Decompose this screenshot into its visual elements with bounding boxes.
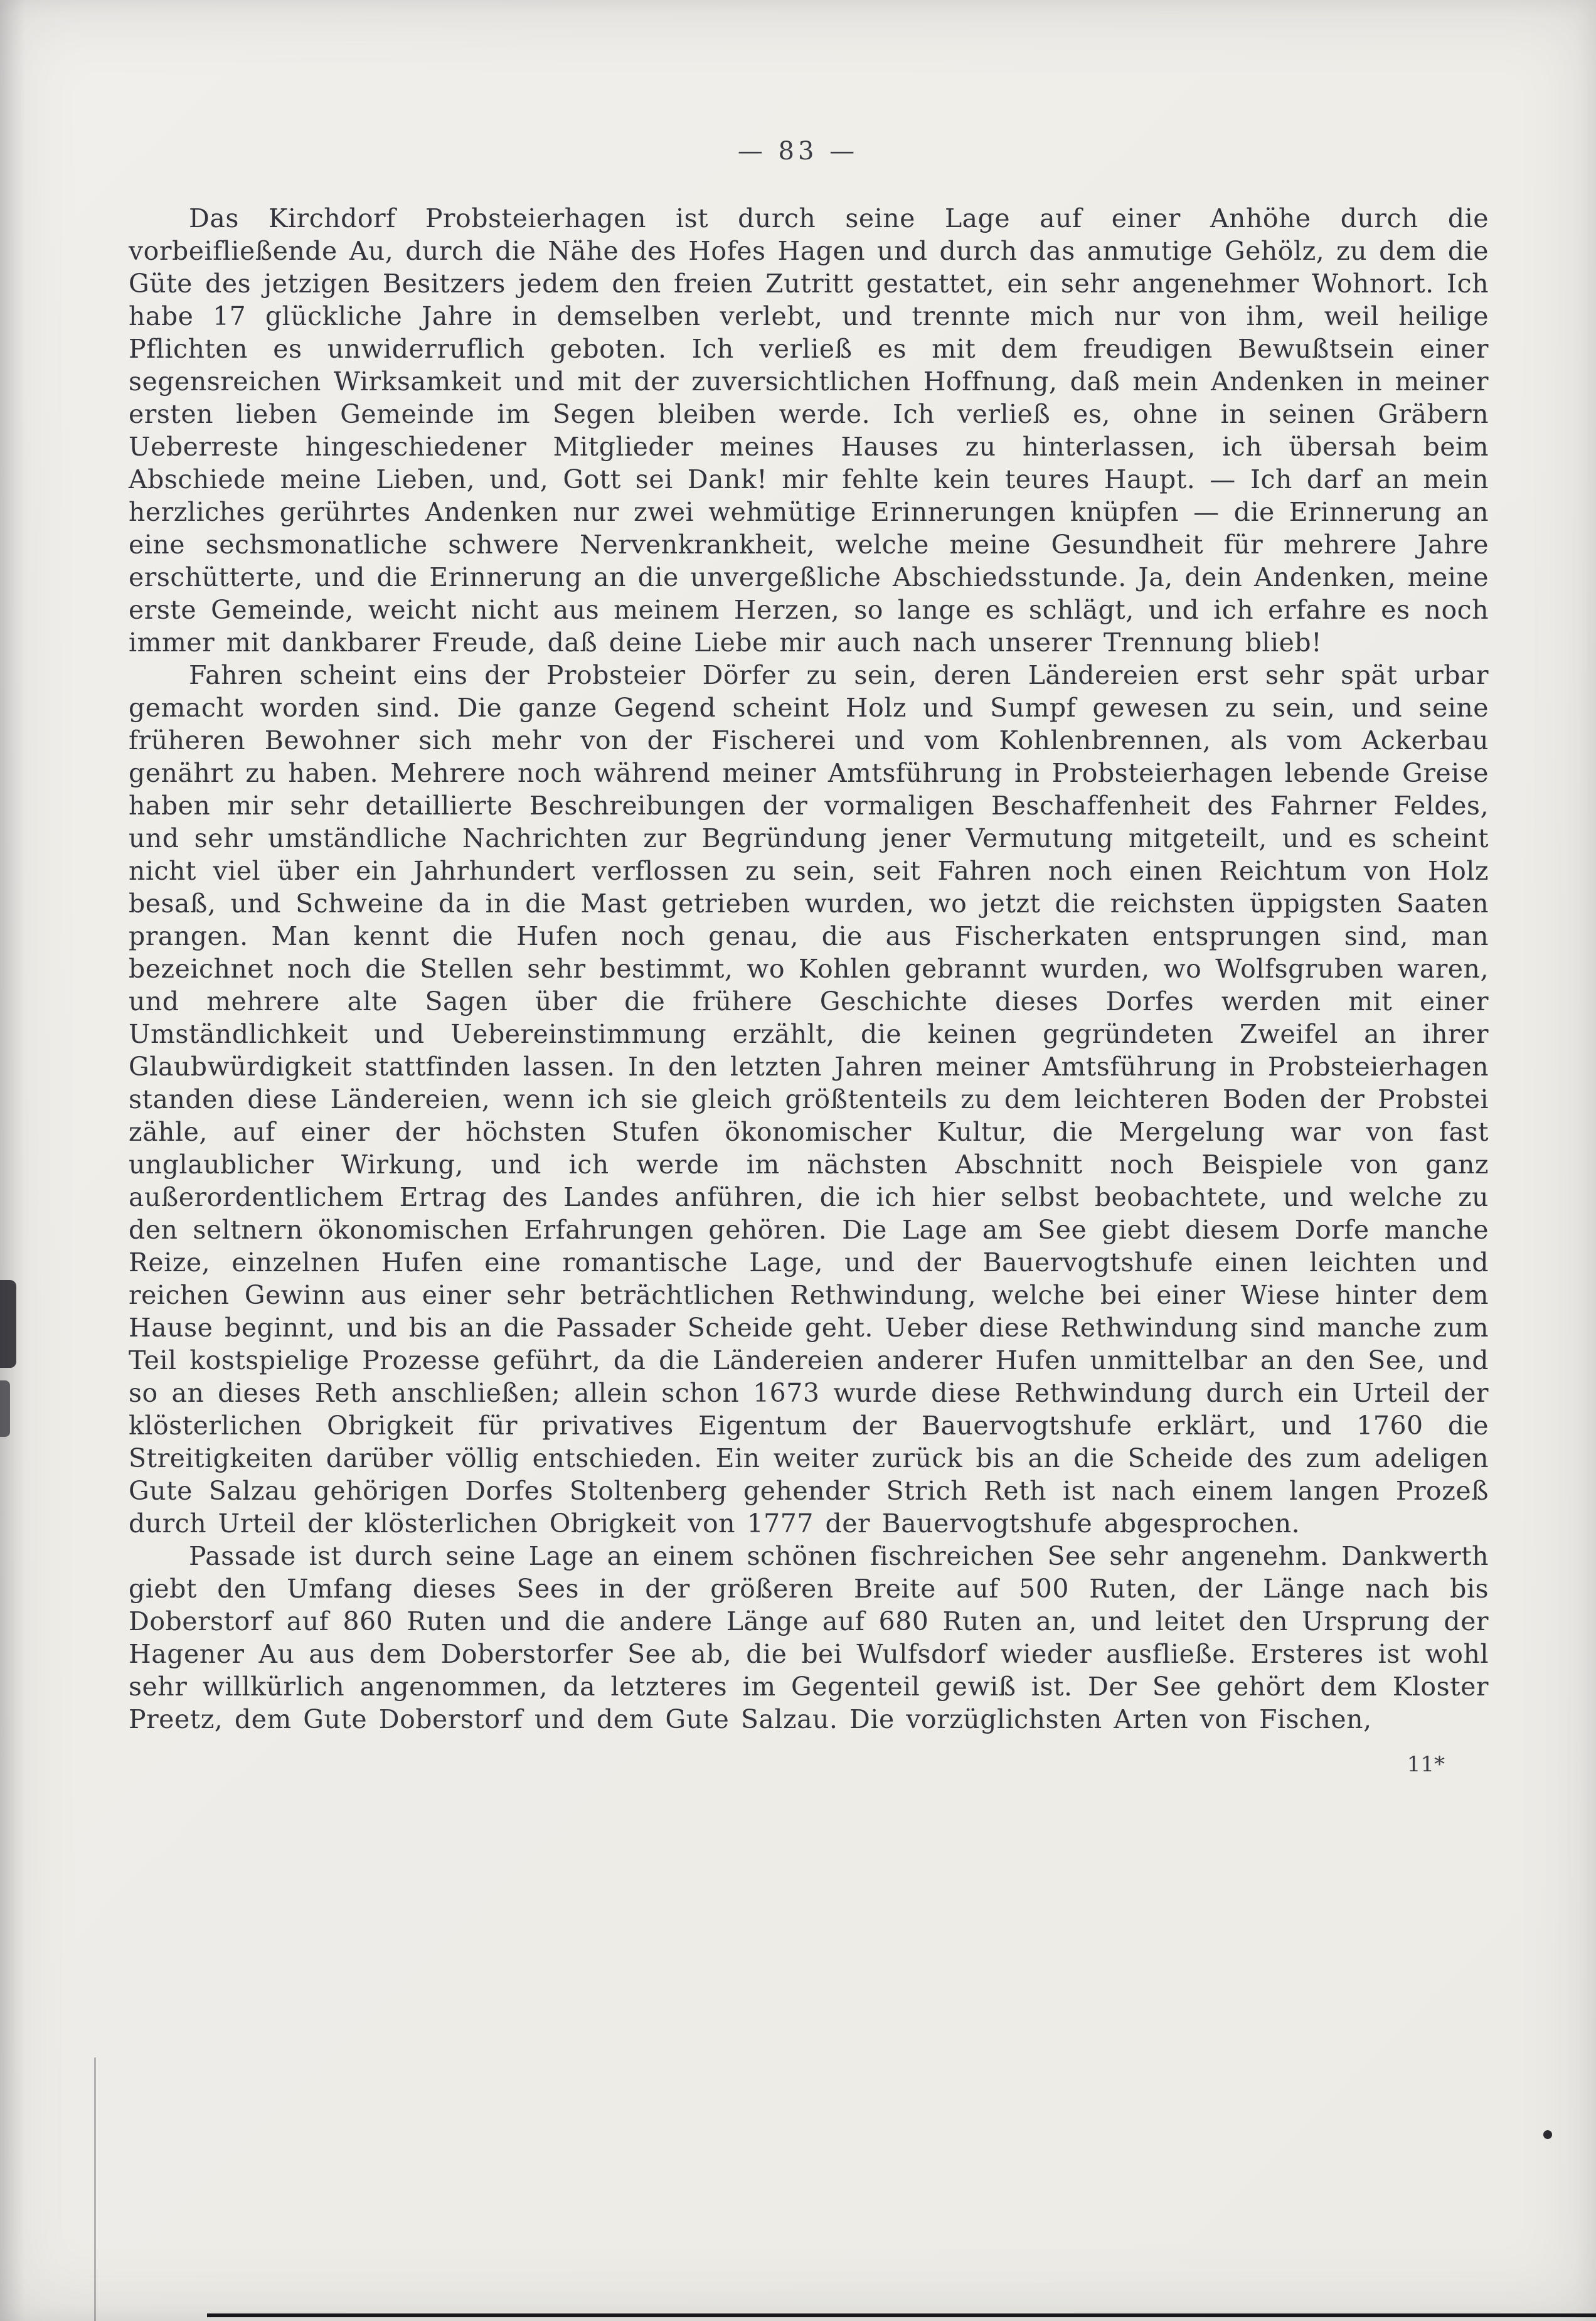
page-number: — 83 — (737, 137, 859, 166)
signature-mark: 11* (1407, 1752, 1445, 1777)
paragraph-passade: Passade ist durch seine Lage an einem schönen fischreichen See sehr angenehm. Dankwerth giebt den Umfang dieses Sees in der größeren Breite auf 500 Ruten, der Länge nach bis Doberstorf auf 860 Ruten und die andere Länge auf 680 Ruten an, und leitet den Ursprung der Hagener Au aus dem Doberstorfer See ab, die bei Wulfsdorf wieder ausfließe. Ersteres ist wohl sehr willkürlich angenommen, da letzteres im Gegenteil gewiß ist. Der See gehört dem Kloster Preetz, dem Gute Doberstorf und dem Gute Salzau. Die vorzüglichsten Arten von Fischen, (129, 1541, 1489, 1734)
paragraph-probsteierhagen: Das Kirchdorf Probsteierhagen ist durch seine Lage auf einer Anhöhe durch die vorbeifließende Au, durch die Nähe des Hofes Hagen und durch das anmutige Gehölz, zu dem die Güte des jetzigen Besitzers jedem den freien Zutritt gestattet, ein sehr angenehmer Wohnort. Ich habe 17 glückliche Jahre in demselben verlebt, und trennte mich nur von ihm, weil heilige Pflichten es unwiderruflich geboten. Ich verließ es mit dem freudigen Bewußtsein einer segensreichen Wirksamkeit und mit der zuversichtlichen Hoffnung, daß mein Andenken in meiner ersten lieben Gemeinde im Segen bleiben werde. Ich verließ es, ohne in seinen Gräbern Ueberreste hingeschiedener Mitglieder meines Hauses zu hinterlassen, ich übersah beim Abschiede meine Lieben, und, Gott sei Dank! mir fehlte kein teures Haupt. — Ich darf an mein herzliches gerührtes Andenken nur zwei wehmütige Erinnerungen knüpfen — die Erinnerung an eine sechsmonatliche schwere Nervenkrankheit, welche meine Gesundheit für mehrere Jahre erschütterte, und die Erinnerung an die unvergeßliche Abschiedsstunde. Ja, dein Andenken, meine erste Gemeinde, weicht nicht aus meinem Herzen, so lange es schlägt, und ich erfahre es noch immer mit dankbarer Freude, daß deine Liebe mir auch nach unserer Trennung blieb! (129, 203, 1489, 658)
scan-edge-line (207, 2313, 1596, 2317)
ink-dot (1543, 2130, 1552, 2139)
scan-crease-line (94, 2057, 96, 2321)
ink-smudge (0, 1380, 10, 1437)
ink-smudge (0, 1280, 16, 1368)
page-edge-shadow (0, 0, 25, 2321)
paragraph-fahren: Fahren scheint eins der Probsteier Dörfer zu sein, deren Ländereien erst sehr spät urbar gemacht worden sind. Die ganze Gegend scheint Holz und Sumpf gewesen zu sein, und seine früheren Bewohner sich mehr von der Fischerei und vom Kohlenbrennen, als vom Ackerbau genährt zu haben. Mehrere noch während meiner Amtsführung in Probsteierhagen lebende Greise haben mir sehr detaillierte Beschreibungen der vormaligen Beschaffenheit des Fahrner Feldes, und sehr umständliche Nachrichten zur Begründung jener Vermutung mitgeteilt, und es scheint nicht viel über ein Jahrhundert verflossen zu sein, seit Fahren noch einen Reichtum von Holz besaß, und Schweine da in die Mast getrieben wurden, wo jetzt die reichsten üppigsten Saaten prangen. Man kennt die Hufen noch genau, die aus Fischerkaten entsprungen sind, man bezeichnet noch die Stellen sehr bestimmt, wo Kohlen gebrannt wurden, wo Wolfsgruben waren, und mehrere alte Sagen über die frühere Geschichte dieses Dorfes werden mit einer Umständlichkeit und Uebereinstimmung erzählt, die keinen gegründeten Zweifel an ihrer Glaubwürdigkeit stattfinden lassen. In den letzten Jahren meiner Amtsführung in Probsteierhagen standen diese Ländereien, wenn ich sie gleich größtenteils zu dem leichteren Boden der Probstei zähle, auf einer der höchsten Stufen ökonomischer Kultur, die Mergelung war von fast unglaublicher Wirkung, und ich werde im nächsten Abschnitt noch Beispiele von ganz außerordentlichem Ertrag des Landes anführen, die ich hier selbst beobachtete, und welche zu den seltnern ökonomischen Erfahrungen gehören. Die Lage am See giebt diesem Dorfe manche Reize, einzelnen Hufen eine romantische Lage, und der Bauervogtshufe einen leichten und reichen Gewinn aus einer sehr beträchtlichen Rethwindung, welche bei einer Wiese hinter dem Hause beginnt, und bis an die Passader Scheide geht. Ueber diese Rethwindung sind manche zum Teil kostspielige Prozesse geführt, da die Ländereien anderer Hufen unmittelbar an den See, und so an dieses Reth anschließen; allein schon 1673 wurde diese Rethwindung durch ein Urteil der klösterlichen Obrigkeit für privatives Eigentum der Bauervogtshufe erklärt, und 1760 die Streitigkeiten darüber völlig entschieden. Ein weiter zurück bis an die Scheide des zum adeligen Gute Salzau gehörigen Dorfes Stoltenberg gehender Strich Reth ist nach einem langen Prozeß durch Urteil der klösterlichen Obrigkeit von 1777 der Bauervogtshufe abgesprochen. (129, 660, 1489, 1539)
text-block (129, 202, 1489, 1777)
